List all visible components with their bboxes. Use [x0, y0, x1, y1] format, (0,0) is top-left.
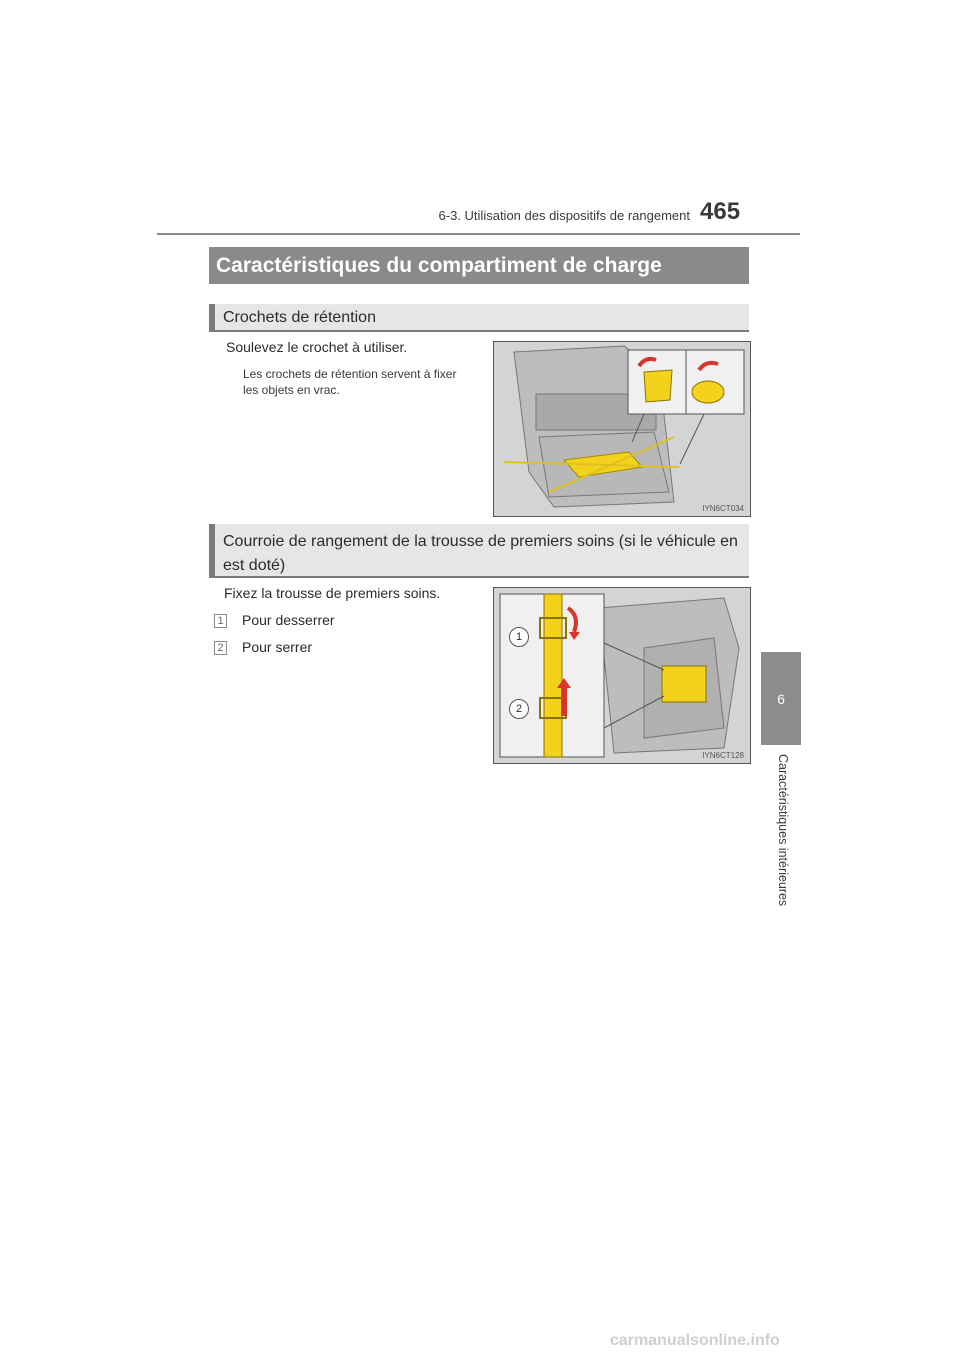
note-text: [243, 366, 456, 398]
note-line: les objets en vrac.: [243, 383, 340, 397]
figure-code: IYN6CT128: [702, 751, 744, 760]
header-divider: [157, 233, 800, 235]
step-number-1-icon: 1: [214, 614, 227, 628]
chapter-label: Caractéristiques intérieures: [776, 753, 790, 907]
section-title: Courroie de rangement de la trousse de premiers soins (si le véhicule en est doté): [223, 533, 738, 574]
footer-watermark: carmanualsonline.info: [610, 1332, 780, 1349]
note-line: Les crochets de rétention servent à fixer: [243, 367, 457, 381]
first-aid-strap-drawing: [494, 588, 750, 763]
page-number: 465: [700, 198, 741, 225]
section-header-bar: [209, 304, 215, 330]
instruction-text: Fixez la trousse de premiers soins.: [224, 585, 441, 601]
section-title: Crochets de rétention: [223, 309, 376, 326]
running-header: 6-3. Utilisation des dispositifs de rangement: [438, 208, 690, 223]
step-label-1: Pour desserrer: [242, 612, 335, 628]
page-title: Caractéristiques du compartiment de charge: [209, 247, 749, 284]
cargo-hooks-drawing: [494, 342, 750, 516]
step-label-2: Pour serrer: [242, 639, 313, 655]
figure-callout-2: 2: [509, 699, 529, 719]
instruction-text: Soulevez le crochet à utiliser.: [226, 339, 408, 355]
section-header-strap: [209, 524, 749, 578]
figure-code: IYN6CT034: [702, 504, 744, 513]
section-header-hooks: [209, 304, 749, 332]
step-number-2-icon: 2: [214, 641, 227, 655]
chapter-tab: 6: [761, 652, 801, 745]
first-aid-strap-illustration: [493, 587, 751, 764]
cargo-hooks-illustration: [493, 341, 751, 517]
section-header-bar: [209, 524, 215, 576]
figure-callout-1: 1: [509, 627, 529, 647]
